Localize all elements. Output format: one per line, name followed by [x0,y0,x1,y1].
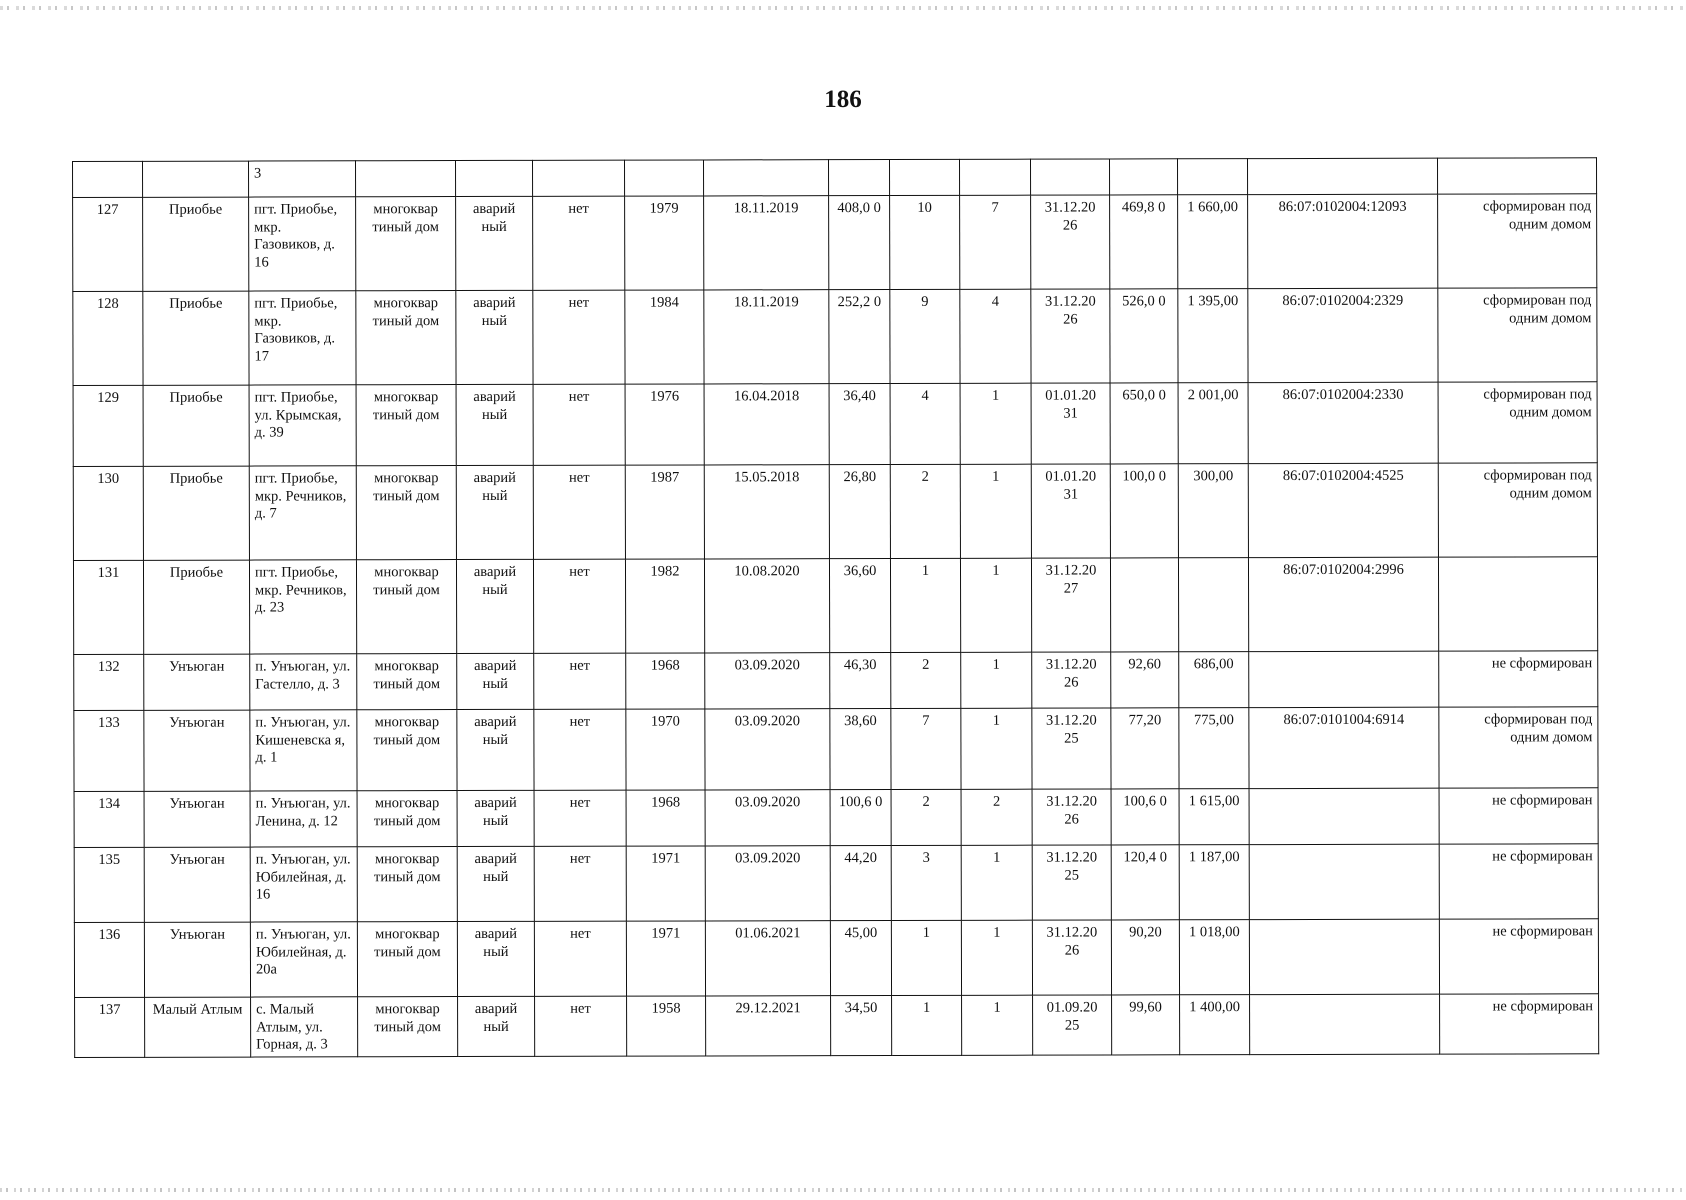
cell-building-type: многоквар тиный дом [357,922,457,997]
cell-year-built: 1971 [626,921,705,996]
cell-condition: аварий ный [456,465,533,559]
cell-residents-a: 9 [890,289,960,383]
cell [1177,159,1247,195]
cell-row-number: 127 [73,197,143,291]
cell-residents-a: 2 [891,789,961,845]
cell-area-b: 120,4 0 [1111,845,1179,920]
cell-cadastral-number [1250,994,1440,1054]
cell-residents-b: 1 [960,464,1031,558]
cell-status: не сформирован [1439,919,1598,994]
cell-status: сформирован под одним домом [1438,288,1597,382]
cell-area: 44,20 [830,846,891,921]
cell-building-type: многоквар тиный дом [358,997,458,1057]
cell-residents-a: 7 [891,708,961,789]
cell-date: 10.08.2020 [704,559,829,653]
table-row [74,788,1598,848]
cell-status: сформирован под одним домом [1439,707,1598,788]
cell-cost: 1 187,00 [1179,845,1249,920]
cell [703,160,828,196]
cell-row-number: 134 [74,791,144,847]
cell-row-number: 131 [73,560,143,654]
cell-address: п. Унъюган, ул. Гастелло, д. 3 [250,654,357,710]
cell-area-b: 650,0 0 [1110,383,1178,464]
cell-residents-b: 7 [960,195,1031,289]
cell-year-built: 1968 [626,653,705,709]
cell-deadline: 31.12.20 25 [1032,845,1111,920]
cell-year-built: 1976 [625,384,704,465]
cell-row-number: 135 [74,847,144,922]
cell-area: 46,30 [830,653,891,709]
cell-address: пгт. Приобье, мкр. Газовиков, д. 16 [249,197,356,291]
cell-condition: аварий ный [457,709,534,790]
cell-address: с. Малый Атлым, ул. Горная, д. 3 [251,997,358,1057]
cell-condition: аварий ный [456,384,533,465]
cell-settlement: Приобье [143,291,249,385]
table-row [73,382,1597,467]
cell-condition: аварий ный [458,996,535,1056]
cell: 3 [249,161,356,197]
cell [143,161,249,197]
cell-status: не сформирован [1439,844,1598,919]
cell-cadastral-number [1249,919,1439,994]
cell-cadastral-number: 86:07:0102004:2330 [1248,382,1438,463]
cell-status: сформирован под одним домом [1438,382,1597,463]
cell-date: 29.12.2021 [706,996,831,1056]
cell [1030,159,1109,195]
table-row-continuation [73,158,1597,198]
page-number: 186 [824,86,862,113]
cell-year-built: 1987 [625,465,704,559]
cell-row-number: 137 [75,997,145,1057]
scan-edge-bottom [0,1188,1686,1192]
cell-area: 252,2 0 [829,290,890,384]
cell-deadline: 31.12.20 27 [1031,558,1110,652]
cell-year-built: 1982 [625,559,704,653]
cell-area-b: 77,20 [1111,708,1179,789]
cell-area: 38,60 [830,709,891,790]
cell-flag: нет [534,921,626,996]
cell-flag: нет [533,196,625,290]
cell-condition: аварий ный [457,846,534,921]
cell-deadline: 31.12.20 25 [1032,708,1111,789]
cell-flag: нет [533,290,625,384]
cell-condition: аварий ный [457,653,534,709]
cell-cost: 1 018,00 [1179,920,1249,995]
cell-status: не сформирован [1439,788,1598,844]
cell-deadline: 01.09.20 25 [1033,995,1112,1055]
cell-residents-b: 1 [960,383,1031,464]
cell-row-number: 136 [74,922,144,997]
cell-building-type: многоквар тиный дом [356,385,456,466]
cell [828,160,889,196]
table-row [74,707,1598,792]
cell-area: 34,50 [831,996,892,1056]
cell-deadline: 01.01.20 31 [1031,464,1110,558]
cell-residents-b: 1 [961,920,1032,995]
cell-residents-a: 1 [890,558,960,652]
cell-residents-a: 2 [890,464,960,558]
cell-settlement: Приобье [143,385,249,466]
cell-date: 01.06.2021 [705,921,830,996]
cell-cost [1178,558,1248,652]
cell-deadline: 31.12.20 26 [1032,920,1111,995]
scan-edge-top [0,6,1686,10]
cell-cost: 1 400,00 [1180,995,1250,1055]
cell-residents-b: 1 [962,995,1033,1055]
cell-cost: 1 395,00 [1178,289,1248,383]
cell [1109,159,1177,195]
cell-flag: нет [533,559,625,653]
cell-residents-b: 1 [961,652,1032,708]
cell-building-type: многоквар тиный дом [356,291,456,385]
cell-settlement: Унъюган [144,710,250,791]
cell-year-built: 1970 [626,709,705,790]
cell-residents-a: 1 [892,995,962,1055]
cell-address: пгт. Приобье, мкр. Речников, д. 23 [249,560,356,654]
cell-date: 03.09.2020 [705,846,830,921]
cell-row-number: 128 [73,291,143,385]
cell-building-type: многоквар тиный дом [356,560,456,654]
cell-residents-a: 10 [890,195,960,289]
cell-condition: аварий ный [456,196,533,290]
cell-cadastral-number: 86:07:0102004:2329 [1248,288,1438,382]
cell [624,160,703,196]
cell-year-built: 1971 [626,846,705,921]
cell-deadline: 31.12.20 26 [1031,195,1110,289]
cell-settlement: Приобье [143,560,249,654]
cell-area-b [1110,558,1178,652]
cell-deadline: 31.12.20 26 [1031,289,1110,383]
cell-cadastral-number: 86:07:0102004:2996 [1248,557,1438,651]
cell [73,161,143,197]
table-row [74,651,1598,711]
cell-building-type: многоквар тиный дом [356,466,456,560]
cell-row-number: 133 [74,710,144,791]
cell-status [1438,557,1597,651]
cell-row-number: 129 [73,385,143,466]
table-body [73,158,1599,1057]
cell-cadastral-number: 86:07:0102004:4525 [1248,463,1438,557]
cell-area-b: 469,8 0 [1110,195,1178,289]
cell-cadastral-number [1249,844,1439,919]
cell-cadastral-number [1249,788,1439,844]
cell-year-built: 1968 [626,790,705,846]
cell-deadline: 01.01.20 31 [1031,383,1110,464]
cell-deadline: 31.12.20 26 [1032,789,1111,845]
housing-table [72,157,1599,1057]
cell-row-number: 130 [73,466,143,560]
cell-cost: 300,00 [1178,464,1248,558]
cell-date: 18.11.2019 [704,196,829,290]
cell-area-b: 92,60 [1111,652,1179,708]
cell-flag: нет [534,790,626,846]
cell-address: п. Унъюган, ул. Ленина, д. 12 [250,791,357,847]
cell-area: 36,60 [829,559,890,653]
cell-year-built: 1958 [627,996,706,1056]
cell-area: 45,00 [830,921,891,996]
cell-flag: нет [533,465,625,559]
cell-cost: 686,00 [1179,652,1249,708]
cell-settlement: Приобье [143,466,249,560]
cell-residents-a: 4 [890,383,960,464]
cell-area: 26,80 [829,465,890,559]
cell-building-type: многоквар тиный дом [357,791,457,847]
cell-condition: аварий ный [456,559,533,653]
cell-address: пгт. Приобье, мкр. Речников, д. 7 [249,466,356,560]
cell-flag: нет [535,996,627,1056]
cell [456,160,533,196]
cell-year-built: 1984 [625,290,704,384]
cell-address: п. Унъюган, ул. Юбилейная, д. 16 [250,847,357,922]
cell-address: п. Унъюган, ул. Юбилейная, д. 20а [250,922,357,997]
table-row [75,994,1599,1057]
cell-residents-a: 1 [891,920,961,995]
cell-cost: 775,00 [1179,708,1249,789]
cell-flag: нет [534,709,626,790]
table-row [73,194,1597,292]
cell-cost: 1 660,00 [1178,195,1248,289]
table-row [73,463,1597,561]
cell-condition: аварий ный [457,790,534,846]
cell-address: пгт. Приобье, мкр. Газовиков, д. 17 [249,291,356,385]
cell-residents-b: 2 [961,789,1032,845]
cell-building-type: многоквар тиный дом [356,197,456,291]
cell-flag: нет [534,846,626,921]
cell-address: п. Унъюган, ул. Кишеневска я, д. 1 [250,710,357,791]
cell-building-type: многоквар тиный дом [357,847,457,922]
cell-cadastral-number: 86:07:0101004:6914 [1249,707,1439,788]
cell-settlement: Унъюган [144,791,250,847]
cell-date: 03.09.2020 [705,790,830,846]
cell-settlement: Унъюган [144,847,250,922]
cell-residents-b: 1 [961,708,1032,789]
cell-date: 03.09.2020 [705,709,830,790]
cell-settlement: Унъюган [144,922,250,997]
cell-status: сформирован под одним домом [1438,194,1597,288]
cell-year-built: 1979 [625,196,704,290]
cell-date: 03.09.2020 [705,653,830,709]
cell-cost: 1 615,00 [1179,789,1249,845]
cell [889,159,959,195]
cell-status: не сформирован [1440,994,1599,1054]
cell-residents-b: 1 [960,558,1031,652]
table-row [73,288,1597,386]
cell-address: пгт. Приобье, ул. Крымская, д. 39 [249,385,356,466]
cell-flag: нет [533,384,625,465]
cell-condition: аварий ный [456,290,533,384]
cell-area-b: 526,0 0 [1110,289,1178,383]
cell-area-b: 99,60 [1112,995,1180,1055]
cell-area-b: 100,0 0 [1110,464,1178,558]
cell-settlement: Малый Атлым [145,997,251,1057]
cell-settlement: Унъюган [144,654,250,710]
table-row [74,844,1598,923]
cell [1437,158,1596,194]
cell-condition: аварий ный [457,921,534,996]
cell-residents-b: 1 [961,845,1032,920]
cell-residents-a: 2 [891,652,961,708]
cell-date: 18.11.2019 [704,290,829,384]
cell-date: 16.04.2018 [704,384,829,465]
cell-cadastral-number: 86:07:0102004:12093 [1248,194,1438,288]
cell-cost: 2 001,00 [1178,383,1248,464]
cell-deadline: 31.12.20 26 [1032,652,1111,708]
table-container [72,157,1599,1057]
cell-area: 408,0 0 [829,196,890,290]
cell-residents-a: 3 [891,845,961,920]
table-row [73,557,1597,655]
cell-status: не сформирован [1439,651,1598,707]
cell-residents-b: 4 [960,289,1031,383]
cell-flag: нет [534,653,626,709]
cell-cadastral-number [1249,651,1439,707]
cell-area: 36,40 [829,384,890,465]
cell [532,160,624,196]
cell [356,161,456,197]
cell-area-b: 90,20 [1111,920,1179,995]
cell-building-type: многоквар тиный дом [357,654,457,710]
cell-row-number: 132 [74,654,144,710]
cell-building-type: многоквар тиный дом [357,710,457,791]
cell-settlement: Приобье [143,197,249,291]
cell-area: 100,6 0 [830,790,891,846]
cell [1247,158,1437,194]
cell-area-b: 100,6 0 [1111,789,1179,845]
cell [959,159,1030,195]
table-row [74,919,1598,998]
cell-status: сформирован под одним домом [1438,463,1597,557]
cell-date: 15.05.2018 [704,465,829,559]
